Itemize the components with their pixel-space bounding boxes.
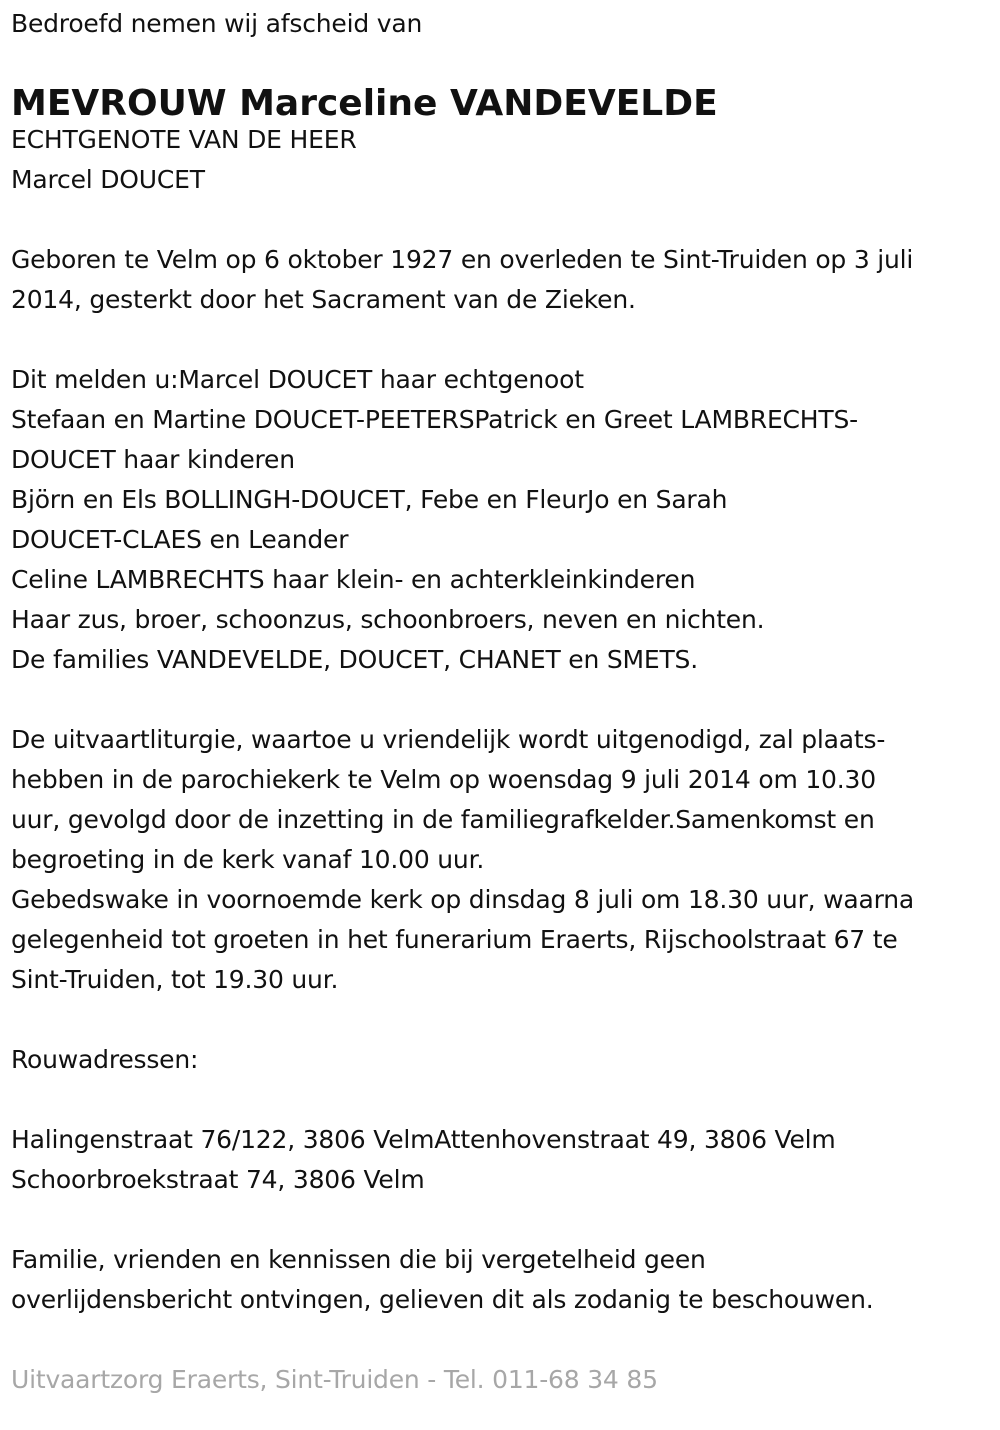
paragraph-line: Familie, vrienden en kennissen die bij vergetelheid geen	[11, 1245, 706, 1274]
paragraph-line: Stefaan en Martine DOUCET-PEETERSPatrick en Greet LAMBRECHTS-	[11, 405, 858, 434]
deceased-name: MEVROUW Marceline VANDEVELDE	[11, 83, 718, 124]
paragraph-line: DOUCET-CLAES en Leander	[11, 525, 349, 554]
spacer	[11, 680, 991, 720]
spouse-name: Marcel DOUCET	[11, 165, 205, 194]
paragraph-line: Haar zus, broer, schoonzus, schoonbroers, neven en nichten.	[11, 605, 765, 634]
spacer	[11, 1080, 991, 1120]
announcers-paragraph	[11, 360, 991, 680]
spacer	[11, 1000, 991, 1040]
spacer	[11, 1200, 991, 1240]
paragraph-line: Dit melden u:Marcel DOUCET haar echtgenoot	[11, 365, 584, 394]
addresses-list	[11, 1120, 991, 1200]
death-notice	[11, 4, 991, 1400]
relation-text: ECHTGENOTE VAN DE HEER	[11, 125, 357, 154]
funeral-home-footer: Uitvaartzorg Eraerts, Sint-Truiden - Tel. 011-68 34 85	[11, 1365, 658, 1394]
paragraph-line: Gebedswake in voornoemde kerk op dinsdag 8 juli om 18.30 uur, waarna	[11, 885, 915, 914]
spacer	[11, 1320, 991, 1360]
paragraph-line: Geboren te Velm op 6 oktober 1927 en overleden te Sint-Truiden op 3 juli	[11, 245, 914, 274]
paragraph-line: begroeting in de kerk vanaf 10.00 uur.	[11, 845, 485, 874]
paragraph-line: overlijdensbericht ontvingen, gelieven dit als zodanig te beschouwen.	[11, 1285, 874, 1314]
paragraph-line: De families VANDEVELDE, DOUCET, CHANET en SMETS.	[11, 645, 698, 674]
intro-text: Bedroefd nemen wij afscheid van	[11, 9, 423, 38]
ceremony-paragraph	[11, 720, 991, 1000]
paragraph-line: gelegenheid tot groeten in het funerarium Eraerts, Rijschoolstraat 67 te	[11, 925, 898, 954]
paragraph-line: Björn en Els BOLLINGH-DOUCET, Febe en FleurJo en Sarah	[11, 485, 728, 514]
spacer	[11, 200, 991, 240]
paragraph-line: 2014, gesterkt door het Sacrament van de Zieken.	[11, 285, 636, 314]
paragraph-line: Sint-Truiden, tot 19.30 uur.	[11, 965, 339, 994]
address-line: Schoorbroekstraat 74, 3806 Velm	[11, 1165, 425, 1194]
paragraph-line: hebben in de parochiekerk te Velm op woensdag 9 juli 2014 om 10.30	[11, 765, 876, 794]
paragraph-line: DOUCET haar kinderen	[11, 445, 295, 474]
paragraph-line: De uitvaartliturgie, waartoe u vriendelijk wordt uitgenodigd, zal plaats-	[11, 725, 886, 754]
paragraph-line: uur, gevolgd door de inzetting in de familiegrafkelder.Samenkomst en	[11, 805, 875, 834]
address-line: Halingenstraat 76/122, 3806 VelmAttenhovenstraat 49, 3806 Velm	[11, 1125, 836, 1154]
birth-death-paragraph	[11, 240, 991, 320]
addresses-label: Rouwadressen:	[11, 1045, 199, 1074]
notice-paragraph	[11, 1240, 991, 1320]
paragraph-line: Celine LAMBRECHTS haar klein- en achterkleinkinderen	[11, 565, 696, 594]
spacer	[11, 320, 991, 360]
